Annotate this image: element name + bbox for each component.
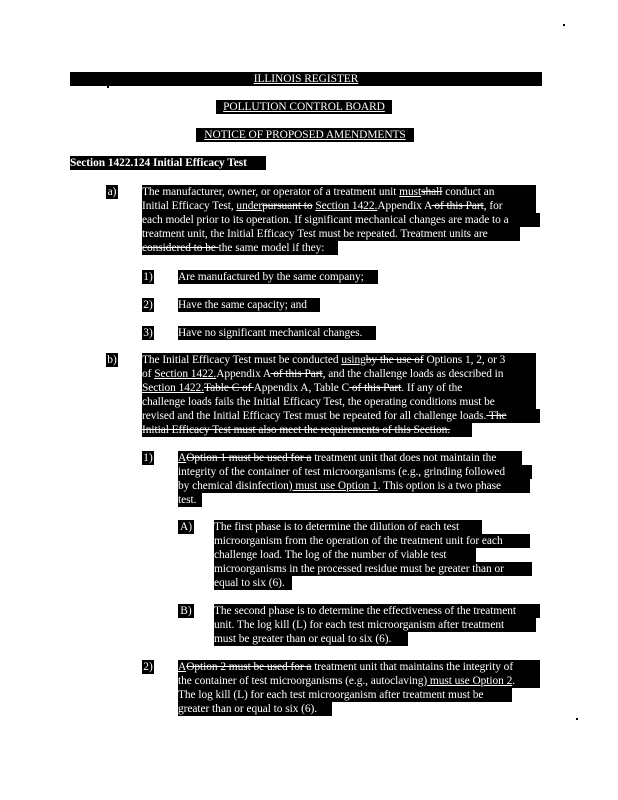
- inserted-text: Section 1422.: [154, 368, 217, 380]
- inserted-text: must: [399, 186, 422, 198]
- scan-speck: [107, 86, 109, 88]
- para-a-marker: a): [107, 186, 117, 198]
- para-b1B-marker: B): [178, 604, 194, 618]
- para-b2-line-3: The log kill (L) for each test microorganism after treatment must be: [178, 688, 512, 702]
- inserted-text: Section 1422.: [315, 200, 378, 212]
- deleted-text: Option 2 must be used for a: [186, 661, 312, 673]
- text-run: by chemical disinfection): [178, 480, 293, 492]
- deleted-text: The: [486, 410, 507, 422]
- text-run: , for: [483, 200, 503, 212]
- deleted-text: shall: [421, 186, 443, 198]
- inserted-text: must use Option 1: [292, 480, 378, 492]
- para-b1A-line-1: The first phase is to determine the dilution of each test: [214, 520, 482, 534]
- scan-speck: [563, 24, 565, 26]
- para-b1B-line-2: unit. The log kill (L) for each test microorganism after treatment: [214, 618, 536, 632]
- para-b2-marker: 2): [143, 661, 153, 673]
- text-run: conduct an: [442, 186, 495, 198]
- para-b2-line-4: greater than or equal to six (6).: [178, 702, 332, 716]
- text-run: The manufacturer, owner, or operator of a treatment unit: [142, 186, 400, 198]
- text-run: Appendix A: [216, 368, 271, 380]
- para-b1A-line-5: equal to six (6).: [214, 576, 292, 590]
- text-run: Appendix A: [377, 200, 432, 212]
- para-b-marker: b): [107, 354, 117, 366]
- para-a-item-3: Have no significant mechanical changes.: [178, 326, 376, 340]
- para-b-line-3: [142, 381, 536, 395]
- section-title: Section 1422.124 Initial Efficacy Test: [70, 157, 247, 169]
- board-title-bar: [216, 100, 392, 114]
- para-b-line-1: [142, 353, 536, 367]
- text-run: , and the challenge loads as described in: [322, 368, 504, 380]
- text-run: The Initial Efficacy Test must be conducted: [142, 354, 342, 366]
- para-b1-line-3: [178, 479, 530, 493]
- inserted-text: must use Option 2: [427, 675, 513, 687]
- para-b1A-marker: A): [179, 521, 193, 533]
- register-title: ILLINOIS REGISTER: [253, 73, 359, 85]
- scan-speck: [576, 718, 578, 720]
- notice-title-bar: [196, 128, 414, 142]
- text-run: .: [512, 675, 516, 687]
- section-heading: [70, 156, 266, 170]
- register-title-bar: [70, 72, 542, 86]
- para-a-item-2-marker: 2): [143, 299, 153, 311]
- para-a-item-2: Have the same capacity; and: [178, 298, 320, 312]
- para-b-line-2: [142, 367, 536, 381]
- para-b2-line-2: [178, 674, 540, 688]
- para-b-line-4: challenge loads fails the Initial Efficacy Test, the operating conditions must be: [142, 395, 536, 409]
- deleted-text: of this Part: [270, 368, 323, 380]
- para-b1A-line-2: microorganism from the operation of the treatment unit for each: [214, 534, 530, 548]
- text-run: the same model if they:: [218, 242, 325, 254]
- para-b1-marker: 1): [143, 452, 153, 464]
- para-b1A-line-4: microorganisms in the processed residue must be greater than or: [214, 562, 532, 576]
- text-run: the container of test microorganisms (e.g., autoclaving): [178, 675, 428, 687]
- para-b1-line-4: test.: [178, 493, 202, 507]
- text-run: Appendix A, Table C: [253, 382, 350, 394]
- para-a-line-4: treatment unit, the Initial Efficacy Test must be repeated. Treatment units are: [142, 227, 520, 241]
- deleted-text: Option 1 must be used for a: [186, 452, 312, 464]
- para-b1-line-1: [178, 451, 522, 465]
- para-b-line-6: [142, 423, 472, 437]
- deleted-text: Table C of: [204, 382, 254, 394]
- deleted-text: of this Part: [431, 200, 484, 212]
- text-run: treatment unit that maintains the integrity of: [311, 661, 514, 673]
- text-run: Options 1, 2, or 3: [423, 354, 506, 366]
- deleted-text: pursuant to: [262, 200, 313, 212]
- para-b1B-line-1: The second phase is to determine the effectiveness of the treatment: [214, 604, 540, 618]
- deleted-text: Initial Efficacy Test must also meet the requirements of this Section.: [142, 424, 451, 436]
- inserted-text: using: [341, 354, 366, 366]
- text-run: . This option is a two phase: [377, 480, 502, 492]
- para-a-item-1-marker: 1): [143, 271, 153, 283]
- para-b1B-line-3: must be greater than or equal to six (6).: [214, 632, 408, 646]
- notice-title: NOTICE OF PROPOSED AMENDMENTS: [204, 129, 406, 141]
- para-b2-line-1: [178, 660, 540, 674]
- board-title: POLLUTION CONTROL BOARD: [223, 101, 385, 113]
- para-a-line-5: [142, 241, 338, 255]
- text-run: . If any of the: [401, 382, 463, 394]
- text-run: treatment unit that does not maintain the: [311, 452, 497, 464]
- para-a-item-3-marker: 3): [143, 327, 153, 339]
- inserted-text: under: [236, 200, 263, 212]
- text-run: Initial Efficacy Test,: [142, 200, 237, 212]
- para-a-item-1: Are manufactured by the same company;: [178, 270, 378, 284]
- para-a-line-1: [142, 185, 536, 199]
- deleted-text: considered to be: [142, 242, 219, 254]
- inserted-text: Section 1422.: [142, 382, 204, 394]
- deleted-text: by the use of: [365, 354, 424, 366]
- para-a-line-2: [142, 199, 536, 213]
- inserted-text: A: [178, 661, 187, 673]
- inserted-text: A: [178, 452, 187, 464]
- para-b1-line-2: integrity of the container of test microorganisms (e.g., grinding followed: [178, 465, 532, 479]
- deleted-text: of this Part: [349, 382, 402, 394]
- para-b-line-5: [142, 409, 540, 423]
- text-run: of: [142, 368, 155, 380]
- para-b1A-line-3: challenge load. The log of the number of viable test: [214, 548, 476, 562]
- para-a-line-3: each model prior to its operation. If significant mechanical changes are made to a: [142, 213, 540, 227]
- text-run: revised and the Initial Efficacy Test must be repeated for all challenge loads.: [142, 410, 487, 422]
